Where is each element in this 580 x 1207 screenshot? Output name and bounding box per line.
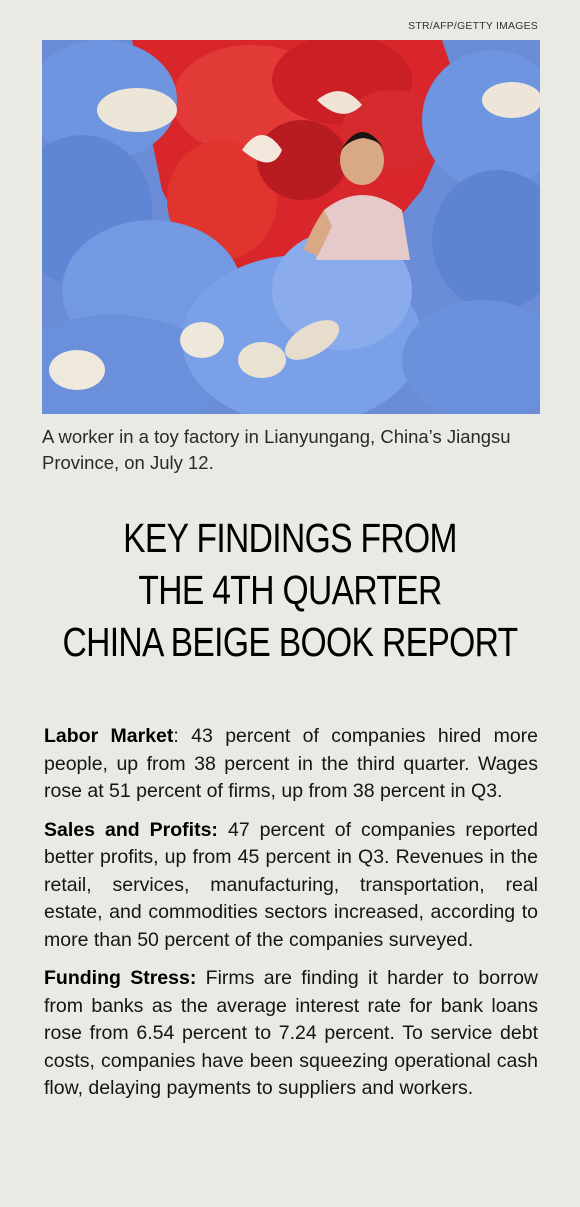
photo-credit: STR/AFP/GETTY IMAGES xyxy=(408,20,538,32)
finding-sales-and-profits xyxy=(44,817,538,955)
finding-label: Funding Stress: xyxy=(44,967,197,989)
finding-separator: : xyxy=(173,725,192,747)
toy-factory-photo xyxy=(42,40,540,414)
finding-labor-market xyxy=(44,723,538,806)
title-line: THE 4TH QUARTER xyxy=(138,567,442,613)
finding-text: Firms are finding it harder to borrow from banks as the average interest rate for bank loans rose from 6.54 percent to 7.24 percent. To service debt costs, companies have been squeezing operational cash flow, delaying payments to suppliers and workers. xyxy=(44,967,539,1099)
title-line: CHINA BEIGE BOOK REPORT xyxy=(62,619,518,665)
finding-funding-stress xyxy=(44,965,538,1103)
title-line: KEY FINDINGS FROM xyxy=(123,515,457,561)
photo-caption: A worker in a toy factory in Lianyungang, China’s Jiangsu Province, on July 12. xyxy=(42,426,511,473)
page-title xyxy=(52,512,528,668)
finding-label: Labor Market xyxy=(44,725,174,747)
finding-text: 43 percent of companies hired more people, up from 38 percent in the third quarter. Wages rose at 51 percent of firms, up from 38 percent in Q3. xyxy=(44,725,539,802)
finding-text: 47 percent of companies reported better profits, up from 45 percent in Q3. Revenues in the retail, services, manufacturing, transportation, real estate, and commodities sectors increased, according to more than 50 percent of the companies surveyed. xyxy=(44,818,538,951)
finding-label: Sales and Profits: xyxy=(44,818,218,841)
finding-separator xyxy=(218,819,228,841)
finding-separator xyxy=(196,967,205,989)
findings-list xyxy=(44,723,538,1114)
